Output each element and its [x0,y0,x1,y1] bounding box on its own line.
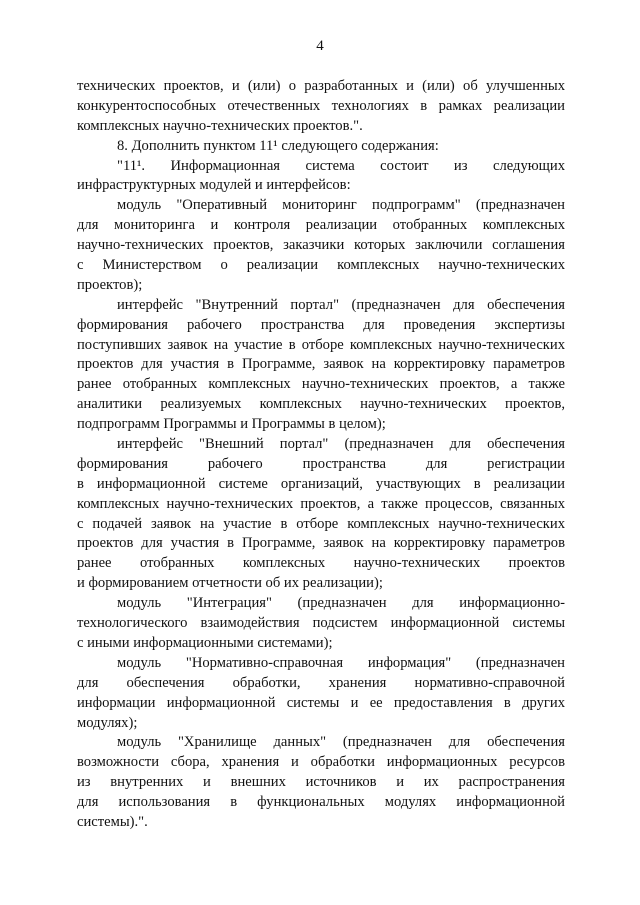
text-line: технических проектов, и (или) о разработанных и (или) об улучшенных [77,78,565,94]
text-line: ранее отобранных комплексных научно-технических проектов [77,555,565,572]
text-line: для использования в функциональных модулях информационной [77,794,565,811]
text-line: возможности сбора, хранения и обработки информационных ресурсов [77,754,565,771]
page-number: 4 [316,38,324,54]
text-line: модуль "Оперативный мониторинг подпрограмм" (предназначен [117,197,565,214]
text-line: модуль "Хранилище данных" (предназначен для обеспечения [117,734,565,751]
text-line: с иными информационными системами); [77,634,333,651]
text-line: формирования рабочего пространства для регистрации [77,455,565,472]
text-line: комплексных научно-технических проектов, а также процессов, связанных [77,495,565,512]
text-line: аналитики реализуемых комплексных научно-технических проектов, [77,396,565,413]
text-line: поступивших заявок на участие в отборе комплексных научно-технических [77,336,565,353]
text-line: научно-технических проектов, заказчики которых заключили соглашения [77,237,565,254]
text-line: проектов для участия в Программе, заявок на корректировку параметров [77,356,565,373]
text-line: проектов); [77,276,143,293]
text-line: и формированием отчетности об их реализации); [77,575,383,592]
text-line: для мониторинга и контроля реализации отобранных комплексных [77,217,565,234]
text-line: проектов для участия в Программе, заявок на корректировку параметров [77,535,565,552]
text-line: инфраструктурных модулей и интерфейсов: [77,177,351,194]
text-line: модулях); [77,714,138,731]
text-line: модуль "Нормативно-справочная информация" (предназначен [117,654,565,671]
text-line: технологического взаимодействия подсистем информационной системы [77,615,565,632]
text-line: для обеспечения обработки, хранения нормативно-справочной [77,674,565,691]
text-line: модуль "Интеграция" (предназначен для информационно- [117,595,565,612]
text-line: из внутренних и внешних источников и их распространения [77,774,565,791]
text-line: в информационной системе организаций, участвующих в реализации [77,475,565,492]
text-line: информации информационной системы и ее предоставления в других [77,694,565,711]
text-line: интерфейс "Внутренний портал" (предназначен для обеспечения [117,296,565,313]
text-line: "11¹. Информационная система состоит из следующих [117,157,565,174]
text-line: с подачей заявок на участие в отборе комплексных научно-технических [77,515,565,532]
document-body [77,77,565,833]
text-line: комплексных научно-технических проектов.". [77,117,363,134]
text-line: интерфейс "Внешний портал" (предназначен для обеспечения [117,436,565,453]
text-line: 8. Дополнить пунктом 11¹ следующего содержания: [117,137,439,154]
text-line: системы).". [77,813,148,830]
text-line: ранее отобранных комплексных научно-технических проектов, а также [77,376,565,393]
text-line: с Министерством о реализации комплексных научно-технических [77,257,565,274]
text-line: конкурентоспособных отечественных технологиях в рамках реализации [77,97,565,114]
text-line: подпрограмм Программы и Программы в целом); [77,416,386,433]
text-line: формирования рабочего пространства для проведения экспертизы [77,316,565,333]
